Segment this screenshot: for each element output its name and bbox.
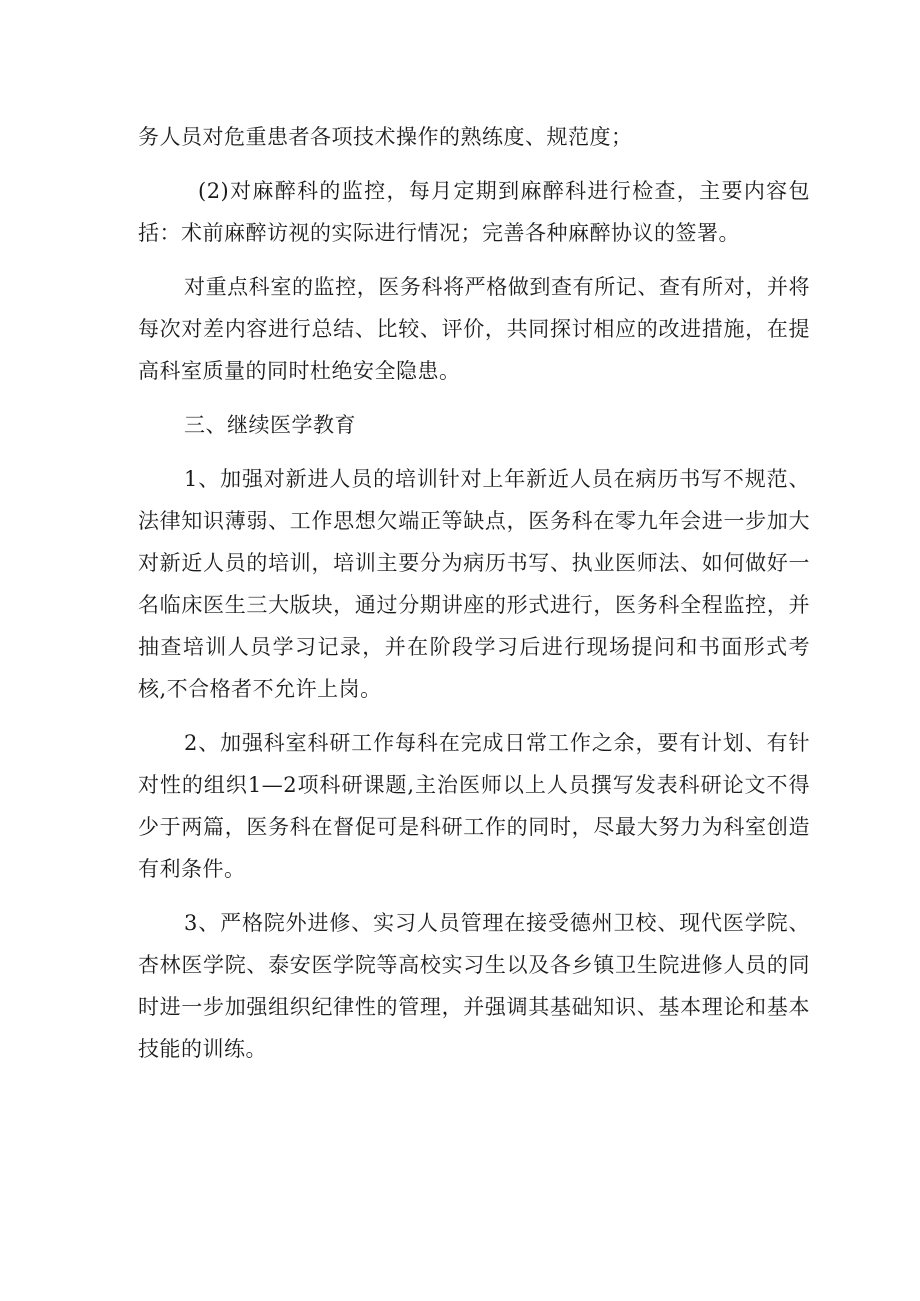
paragraph-anesthesia-monitoring: (2)对麻醉科的监控，每月定期到麻醉科进行检查，主要内容包括：术前麻醉访视的实际进行情况；完善各种麻醉协议的签署。 bbox=[138, 179, 810, 245]
document-body bbox=[138, 116, 810, 1082]
paragraph-research-work: 2、加强科室科研工作每科在完成日常工作之余，要有计划、有针对性的组织1—2项科研课题,主治医师以上人员撰写发表科研论文不得少于两篇，医务科在督促可是科研工作的同时，尽最大努力为科室创造有利条件。 bbox=[138, 731, 810, 881]
paragraph-continued: 务人员对危重患者各项技术操作的熟练度、规范度； bbox=[138, 125, 633, 149]
paragraph-new-staff-training: 1、加强对新进人员的培训针对上年新近人员在病历书写不规范、法律知识薄弱、工作思想欠端正等缺点，医务科在零九年会进一步加大对新近人员的培训，培训主要分为病历书写、执业医师法、如何做好一名临床医生三大版块，通过分期讲座的形式进行，医务科全程监控，并抽查培训人员学习记录，并在阶段学习后进行现场提问和书面形式考核,不合格者不允许上岗。 bbox=[138, 467, 810, 701]
paragraph-key-department-monitoring: 对重点科室的监控，医务科将严格做到查有所记、查有所对，并将每次对差内容进行总结、比较、评价，共同探讨相应的改进措施，在提高科室质量的同时杜绝安全隐患。 bbox=[138, 275, 810, 383]
paragraph-intern-management: 3、严格院外进修、实习人员管理在接受德州卫校、现代医学院、杏林医学院、泰安医学院等高校实习生以及各乡镇卫生院进修人员的同时进一步加强组织纪律性的管理，并强调其基础知识、基本理论和基本技能的训练。 bbox=[138, 911, 810, 1061]
section-heading-continuing-education: 三、继续医学教育 bbox=[184, 413, 356, 437]
